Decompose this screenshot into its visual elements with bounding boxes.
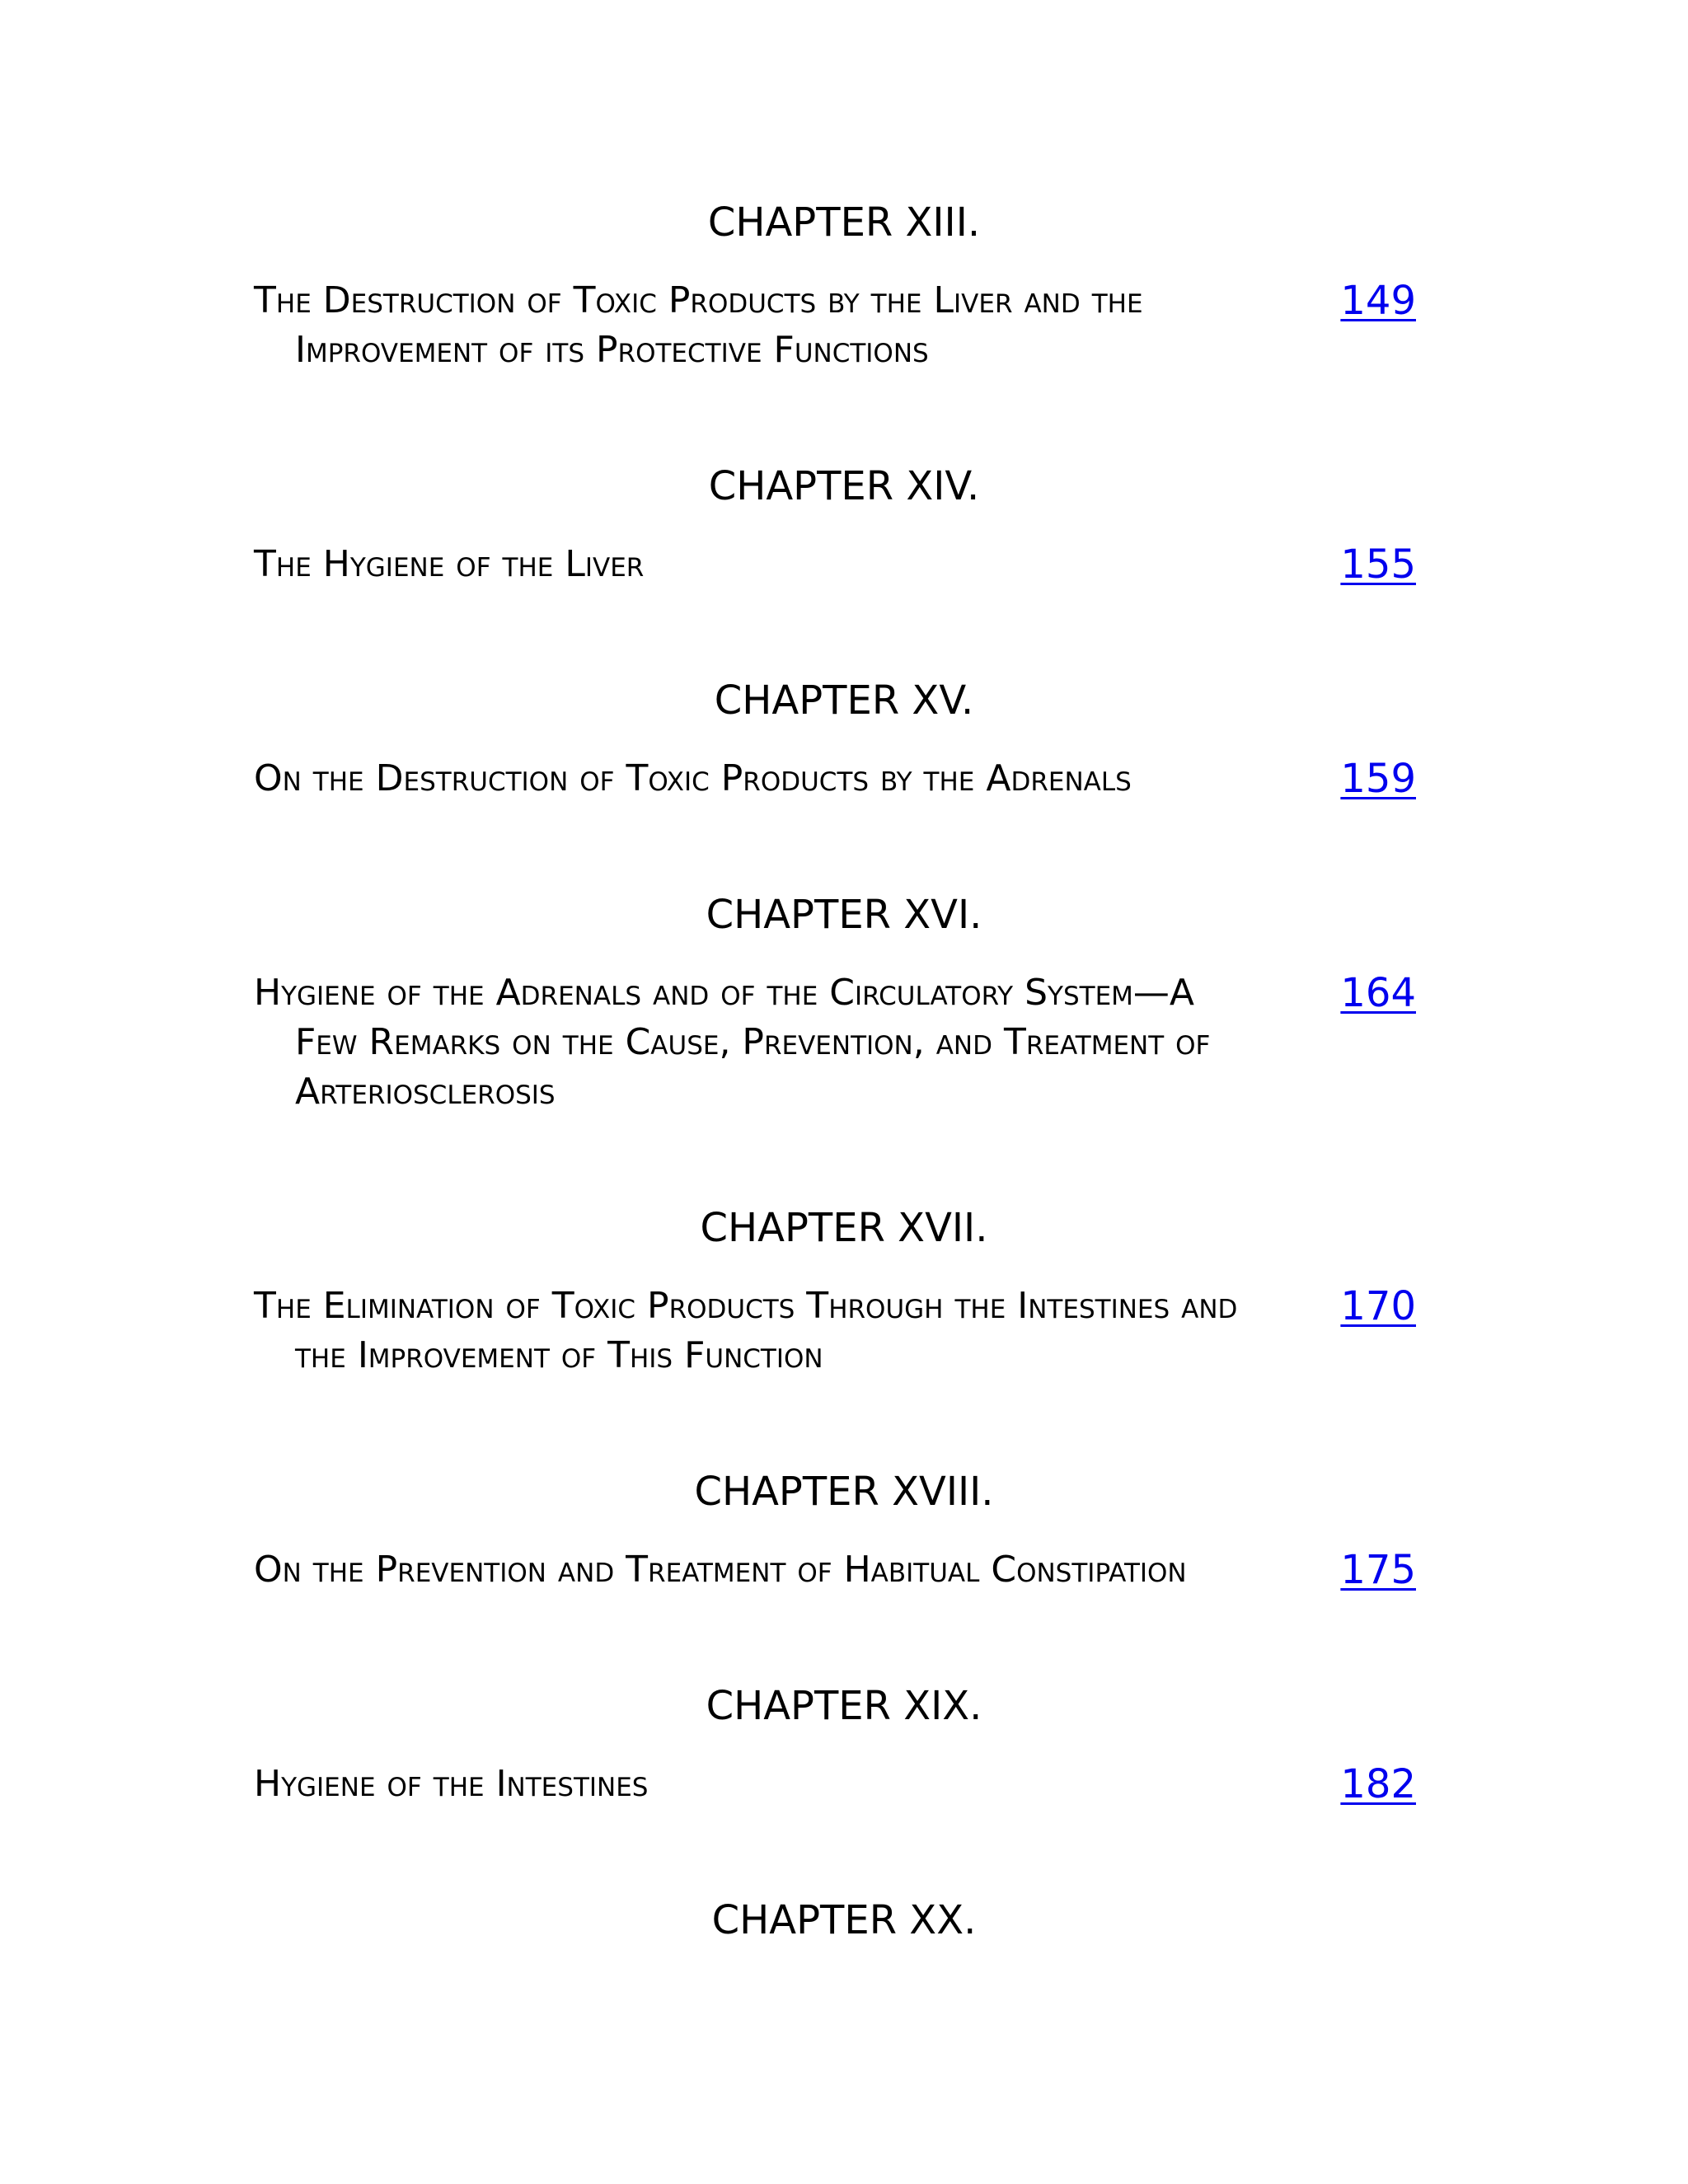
chapter-title: The Destruction of Toxic Products by the Liver and the Improvement of its Protective Functions	[254, 279, 1143, 371]
page-number-link[interactable]: 170	[1340, 1283, 1416, 1329]
chapter-heading: CHAPTER XX.	[711, 1897, 977, 1943]
chapter-title: The Hygiene of the Liver	[254, 543, 645, 585]
chapter-title: Hygiene of the Adrenals and of the Circulatory System—A Few Remarks on the Cause, Prevention, and Treatment of Arteriosclerosis	[254, 972, 1211, 1113]
page-number-link[interactable]: 149	[1340, 278, 1416, 324]
chapter-title: Hygiene of the Intestines	[254, 1763, 649, 1805]
page-number-link[interactable]: 159	[1340, 756, 1416, 802]
chapter-heading: CHAPTER XVIII.	[694, 1469, 994, 1515]
chapter-heading: CHAPTER XVI.	[706, 892, 982, 938]
chapter-title: The Elimination of Toxic Products Through the Intestines and the Improvement of This Function	[254, 1285, 1238, 1376]
chapter-heading: CHAPTER XIII.	[707, 199, 981, 246]
page-number-link[interactable]: 155	[1340, 541, 1416, 588]
chapter-title: On the Destruction of Toxic Products by the Adrenals	[254, 757, 1132, 799]
page-number-link[interactable]: 182	[1340, 1761, 1416, 1807]
chapter-heading: CHAPTER XIX.	[706, 1683, 982, 1729]
chapter-heading: CHAPTER XV.	[714, 677, 974, 724]
page-number-link[interactable]: 164	[1340, 970, 1416, 1016]
chapter-heading: CHAPTER XIV.	[708, 463, 980, 509]
page-number-link[interactable]: 175	[1340, 1547, 1416, 1593]
chapter-heading: CHAPTER XVII.	[700, 1205, 988, 1251]
chapter-title: On the Prevention and Treatment of Habitual Constipation	[254, 1549, 1187, 1591]
